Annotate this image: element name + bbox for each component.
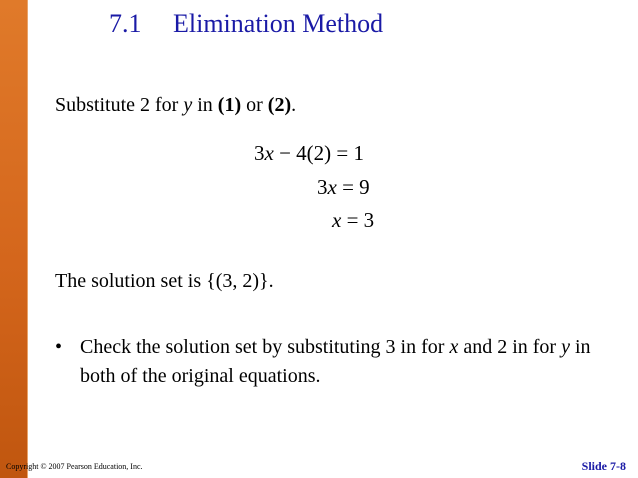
bullet-item [55, 333, 595, 391]
equation-rest: = 9 [336, 175, 370, 199]
variable-y: y [183, 94, 193, 116]
bullet-icon: • [55, 336, 63, 358]
coefficient: 3 [254, 141, 265, 165]
text-segment: in [192, 94, 218, 116]
variable-x: x [264, 141, 274, 165]
variable-y: y [561, 336, 570, 358]
equation-2 [317, 175, 370, 200]
text-segment: or [241, 94, 268, 116]
equation-3 [332, 208, 374, 233]
variable-x: x [327, 175, 337, 199]
substitute-instruction [55, 94, 296, 117]
copyright-notice: Copyright © 2007 Pearson Education, Inc. [6, 462, 143, 471]
solution-statement [55, 270, 274, 293]
slide-title [109, 9, 383, 39]
equation-rest: = 3 [341, 208, 375, 232]
variable-x: x [332, 208, 342, 232]
text-segment: Substitute 2 for [55, 94, 184, 116]
title-text: Elimination Method [173, 9, 384, 38]
text-segment: . [291, 94, 297, 116]
slide-number: Slide 7-8 [581, 459, 626, 473]
coefficient: 3 [317, 175, 328, 199]
text-segment: Check the solution set by substituting 3 in for [80, 336, 450, 358]
equation-rest: − 4(2) = 1 [273, 141, 365, 165]
variable-x: x [449, 336, 459, 358]
text-segment: and 2 in for [458, 336, 562, 358]
text-segment: The solution set is [55, 270, 207, 292]
equation-ref-2: (2) [267, 94, 292, 116]
solution-set: {(3, 2)} [206, 270, 269, 292]
bullet-text [80, 333, 595, 391]
equation-ref-1: (1) [217, 94, 242, 116]
equation-1 [254, 141, 364, 166]
text-segment: . [268, 270, 274, 292]
sidebar-divider [27, 0, 28, 478]
section-number: 7.1 [109, 9, 142, 38]
orange-sidebar [0, 0, 27, 478]
text-segment: in both of the original equations. [80, 336, 591, 387]
